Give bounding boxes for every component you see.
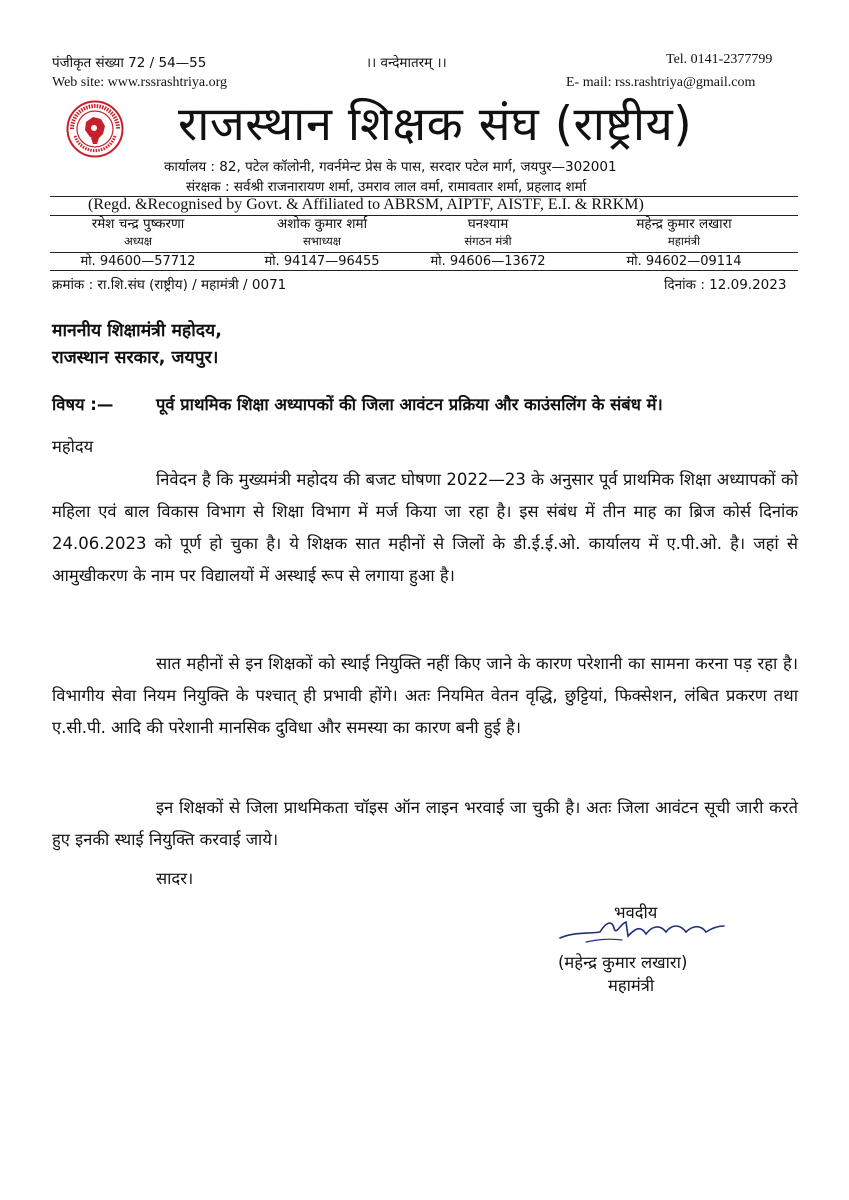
officer-phone: मो. 94602—09114	[626, 254, 742, 269]
office-bearers	[50, 216, 798, 270]
officer-president	[50, 216, 226, 250]
organization-seal-icon	[66, 100, 124, 158]
patrons-line: संरक्षक : सर्वश्री राजनारायण शर्मा, उमराव लाल वर्मा, रामावतार शर्मा, प्रहलाद शर्मा	[186, 179, 587, 195]
motto: ।। वन्देमातरम् ।।	[366, 55, 447, 71]
officer-organization-minister	[400, 216, 576, 250]
officer-phone: मो. 94600—57712	[80, 254, 196, 269]
office-address: कार्यालय : 82, पटेल कॉलोनी, गवर्नमेन्ट प्रेस के पास, सरदार पटेल मार्ग, जयपुर—302001	[164, 159, 617, 175]
officer-general-secretary	[586, 216, 782, 250]
recipient-line-1: माननीय शिक्षामंत्री महोदय,	[52, 321, 222, 341]
email: E- mail: rss.rashtriya@gmail.com	[566, 75, 756, 90]
registration-number: पंजीकृत संख्या 72 / 54—55	[52, 55, 207, 71]
officer-name: रमेश चन्द्र पुष्करणा	[91, 216, 185, 232]
signatory-name: (महेन्द्र कुमार लखारा)	[558, 953, 688, 972]
telephone: Tel. 0141-2377799	[666, 52, 773, 67]
subject-text: पूर्व प्राथमिक शिक्षा अध्यापकों की जिला आवंटन प्रक्रिया और काउंसलिंग के संबंध में।	[156, 395, 663, 414]
subject-label: विषय :—	[52, 395, 114, 414]
closing: सादर।	[156, 869, 194, 888]
officer-role: संगठन मंत्री	[464, 234, 512, 248]
body-paragraph: इन शिक्षकों से जिला प्राथमिकता चॉइस ऑन लाइन भरवाई जा चुकी है। अतः जिला आवंटन सूची जारी करते हुए इनकी स्थाई नियुक्ति करवाई जाये।	[52, 798, 798, 849]
body-paragraph: निवेदन है कि मुख्यमंत्री महोदय की बजट घोषणा 2022—23 के अनुसार पूर्व प्राथमिक शिक्षा अध्यापकों को महिला एवं बाल विकास विभाग से शिक्षा विभाग में मर्ज किया जा रहा है। इस संबंध में तीन माह का ब्रिज कोर्स दिनांक 24.06.2023 को पूर्ण हो चुका है। ये शिक्षक सात महीनों से जिलों के डी.ई.ई.ओ. कार्यालय में ए.पी.ओ. है। जहां से आमुखीकरण के नाम पर विद्यालयों में अस्थाई रूप से लगाया हुआ है।	[52, 470, 798, 585]
body-paragraph: सात महीनों से इन शिक्षकों को स्थाई नियुक्ति नहीं किए जाने के कारण परेशानी का सामना करना पड़ रहा है। विभागीय सेवा नियम नियुक्ति के पश्चात् ही प्रभावी होंगे। अतः नियमित वेतन वृद्धि, छुट्टियां, फिक्सेशन, लंबित प्रकरण तथा ए.सी.पी. आदि की परेशानी मानसिक दुविधा और समस्या का कारण बनी हुई है।	[52, 654, 798, 737]
reference-number: क्रमांक : रा.शि.संघ (राष्ट्रीय) / महामंत्री / 0071	[52, 277, 287, 293]
officer-role: महामंत्री	[667, 234, 701, 248]
handwritten-signature-icon	[556, 912, 726, 946]
valediction: भवदीय	[614, 903, 658, 922]
subject-line	[52, 392, 663, 415]
officer-phone: मो. 94147—96455	[264, 254, 380, 269]
officer-role: अध्यक्ष	[123, 234, 153, 248]
officer-phone: मो. 94606—13672	[430, 254, 546, 269]
officer-name: महेन्द्र कुमार लखारा	[636, 216, 732, 232]
officer-name: अशोक कुमार शर्मा	[276, 216, 368, 232]
recognition-line: (Regd. &Recognised by Govt. & Affiliated to ABRSM, AIPTF, AISTF, E.I. & RRKM)	[88, 196, 644, 213]
signatory-designation: महामंत्री	[608, 976, 655, 995]
letter-date: दिनांक : 12.09.2023	[664, 277, 787, 293]
officer-chairman	[234, 216, 410, 250]
recipient-line-2: राजस्थान सरकार, जयपुर।	[52, 348, 219, 368]
officer-role: सभाध्यक्ष	[302, 234, 342, 248]
organization-name: राजस्थान शिक्षक संघ (राष्ट्रीय)	[178, 97, 693, 152]
officer-name: घनश्याम	[467, 216, 509, 232]
salutation: महोदय	[52, 437, 94, 456]
website: Web site: www.rssrashtriya.org	[52, 75, 228, 90]
divider	[50, 270, 798, 271]
